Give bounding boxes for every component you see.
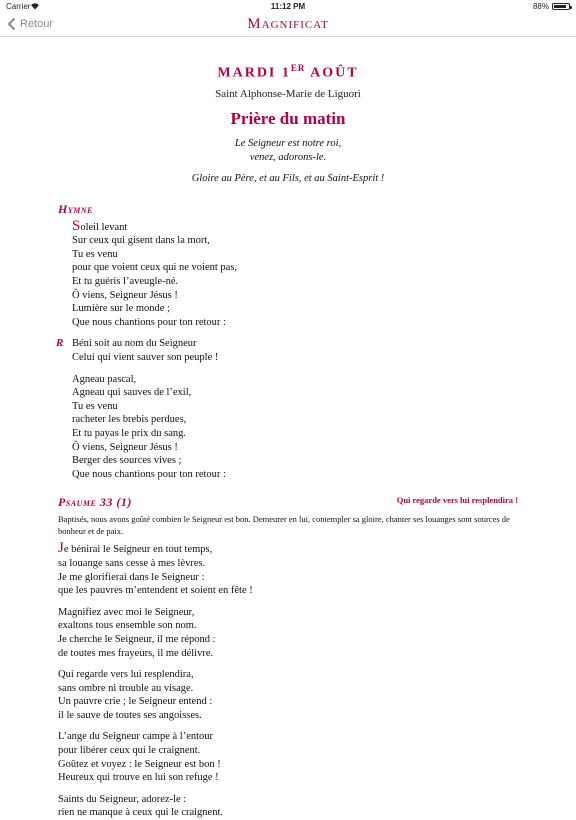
invitatory: Le Seigneur est notre roi, venez, adorons-le. [234, 137, 342, 163]
doxology: Gloire au Père, et au Fils, et au Saint-Esprit ! [191, 172, 385, 184]
psalm-stanza: Saints du Seigneur, adorez-le : rien ne manque à ceux qui le craignent. [58, 793, 224, 819]
battery-indicator [533, 2, 570, 11]
magnificat-logo: MAGNIFICAT [247, 16, 329, 32]
saint-of-day: Saint Alphonse-Marie de Liguori [215, 87, 361, 100]
hymn-stanza: Soleil levant Sur ceux qui gisent dans la mort, Tu es venu pour que voient ceux qui ne voient pas, Et tu guéris l’aveugle-né. Ô viens, Seigneur Jésus ! Lumière sur le monde ; Que nous chantions pour ton retour : [72, 217, 238, 328]
psalm-text [58, 540, 576, 820]
battery-icon [552, 3, 570, 10]
navigation-bar [0, 14, 576, 37]
psalm-antiphon: Qui regarde vers lui resplendira ! [396, 495, 518, 506]
drop-cap: S [72, 217, 81, 234]
psalm-intro: Baptisés, nous avons goûté combien le Seigneur est bon. Demeurer en lui, contempler sa gloire, chanter ses louanges sont sources de bonheur et de paix. [58, 514, 510, 537]
psalm-stanza: Qui regarde vers lui resplendira, sans ombre ni trouble au visage. Un pauvre crie ; le Seigneur entend : il le sauve de toutes ses angoisses. [58, 669, 213, 721]
drop-cap: J [58, 540, 64, 557]
hymn-title: Hymne [58, 201, 93, 216]
office-title: Prière du matin [230, 108, 346, 128]
hymn-text [56, 217, 576, 482]
hymn-stanza: Agneau pascal, Agneau qui sauves de l’exil, Tu es venu racheter les brebis perdues, Et tu payas le prix du sang. Ô viens, Seigneur Jésus ! Berger des sources vives ; Que nous chantions pour ton retour : [72, 373, 226, 480]
clock-time: 11:12 PM [270, 2, 306, 11]
psalm-header [58, 493, 576, 509]
status-bar [0, 0, 576, 14]
psalm-stanza: Je bénirai le Seigneur en tout temps, sa louange sans cesse à mes lèvres. Je me glorifierai dans le Seigneur : que les pauvres m’entendent et soient en fête ! [58, 540, 253, 597]
battery-percent: 88% [532, 2, 549, 11]
psalm-stanza: L’ange du Seigneur campe à l’entour pour libérer ceux qui le craignent. Goûtez et voyez : le Seigneur est bon ! Heureux qui trouve en lui son refuge ! [58, 731, 221, 784]
date-title: MARDI 1ER AOÛT [217, 63, 359, 81]
back-label: Retour [20, 18, 54, 30]
hymn-refrain: R Béni soit au nom du Seigneur Celui qui vient sauver son peuple ! [56, 337, 219, 363]
reading-content[interactable] [0, 37, 576, 819]
carrier-label: Carrier [6, 2, 31, 11]
psalm-title: Psaume 33 (1) [58, 495, 132, 510]
psalm-stanza: Magnifiez avec moi le Seigneur, exaltons tous ensemble son nom. Je cherche le Seigneur, il me répond : de toutes mes frayeurs, il me délivre. [58, 606, 216, 659]
refrain-mark-icon: R [56, 337, 64, 350]
